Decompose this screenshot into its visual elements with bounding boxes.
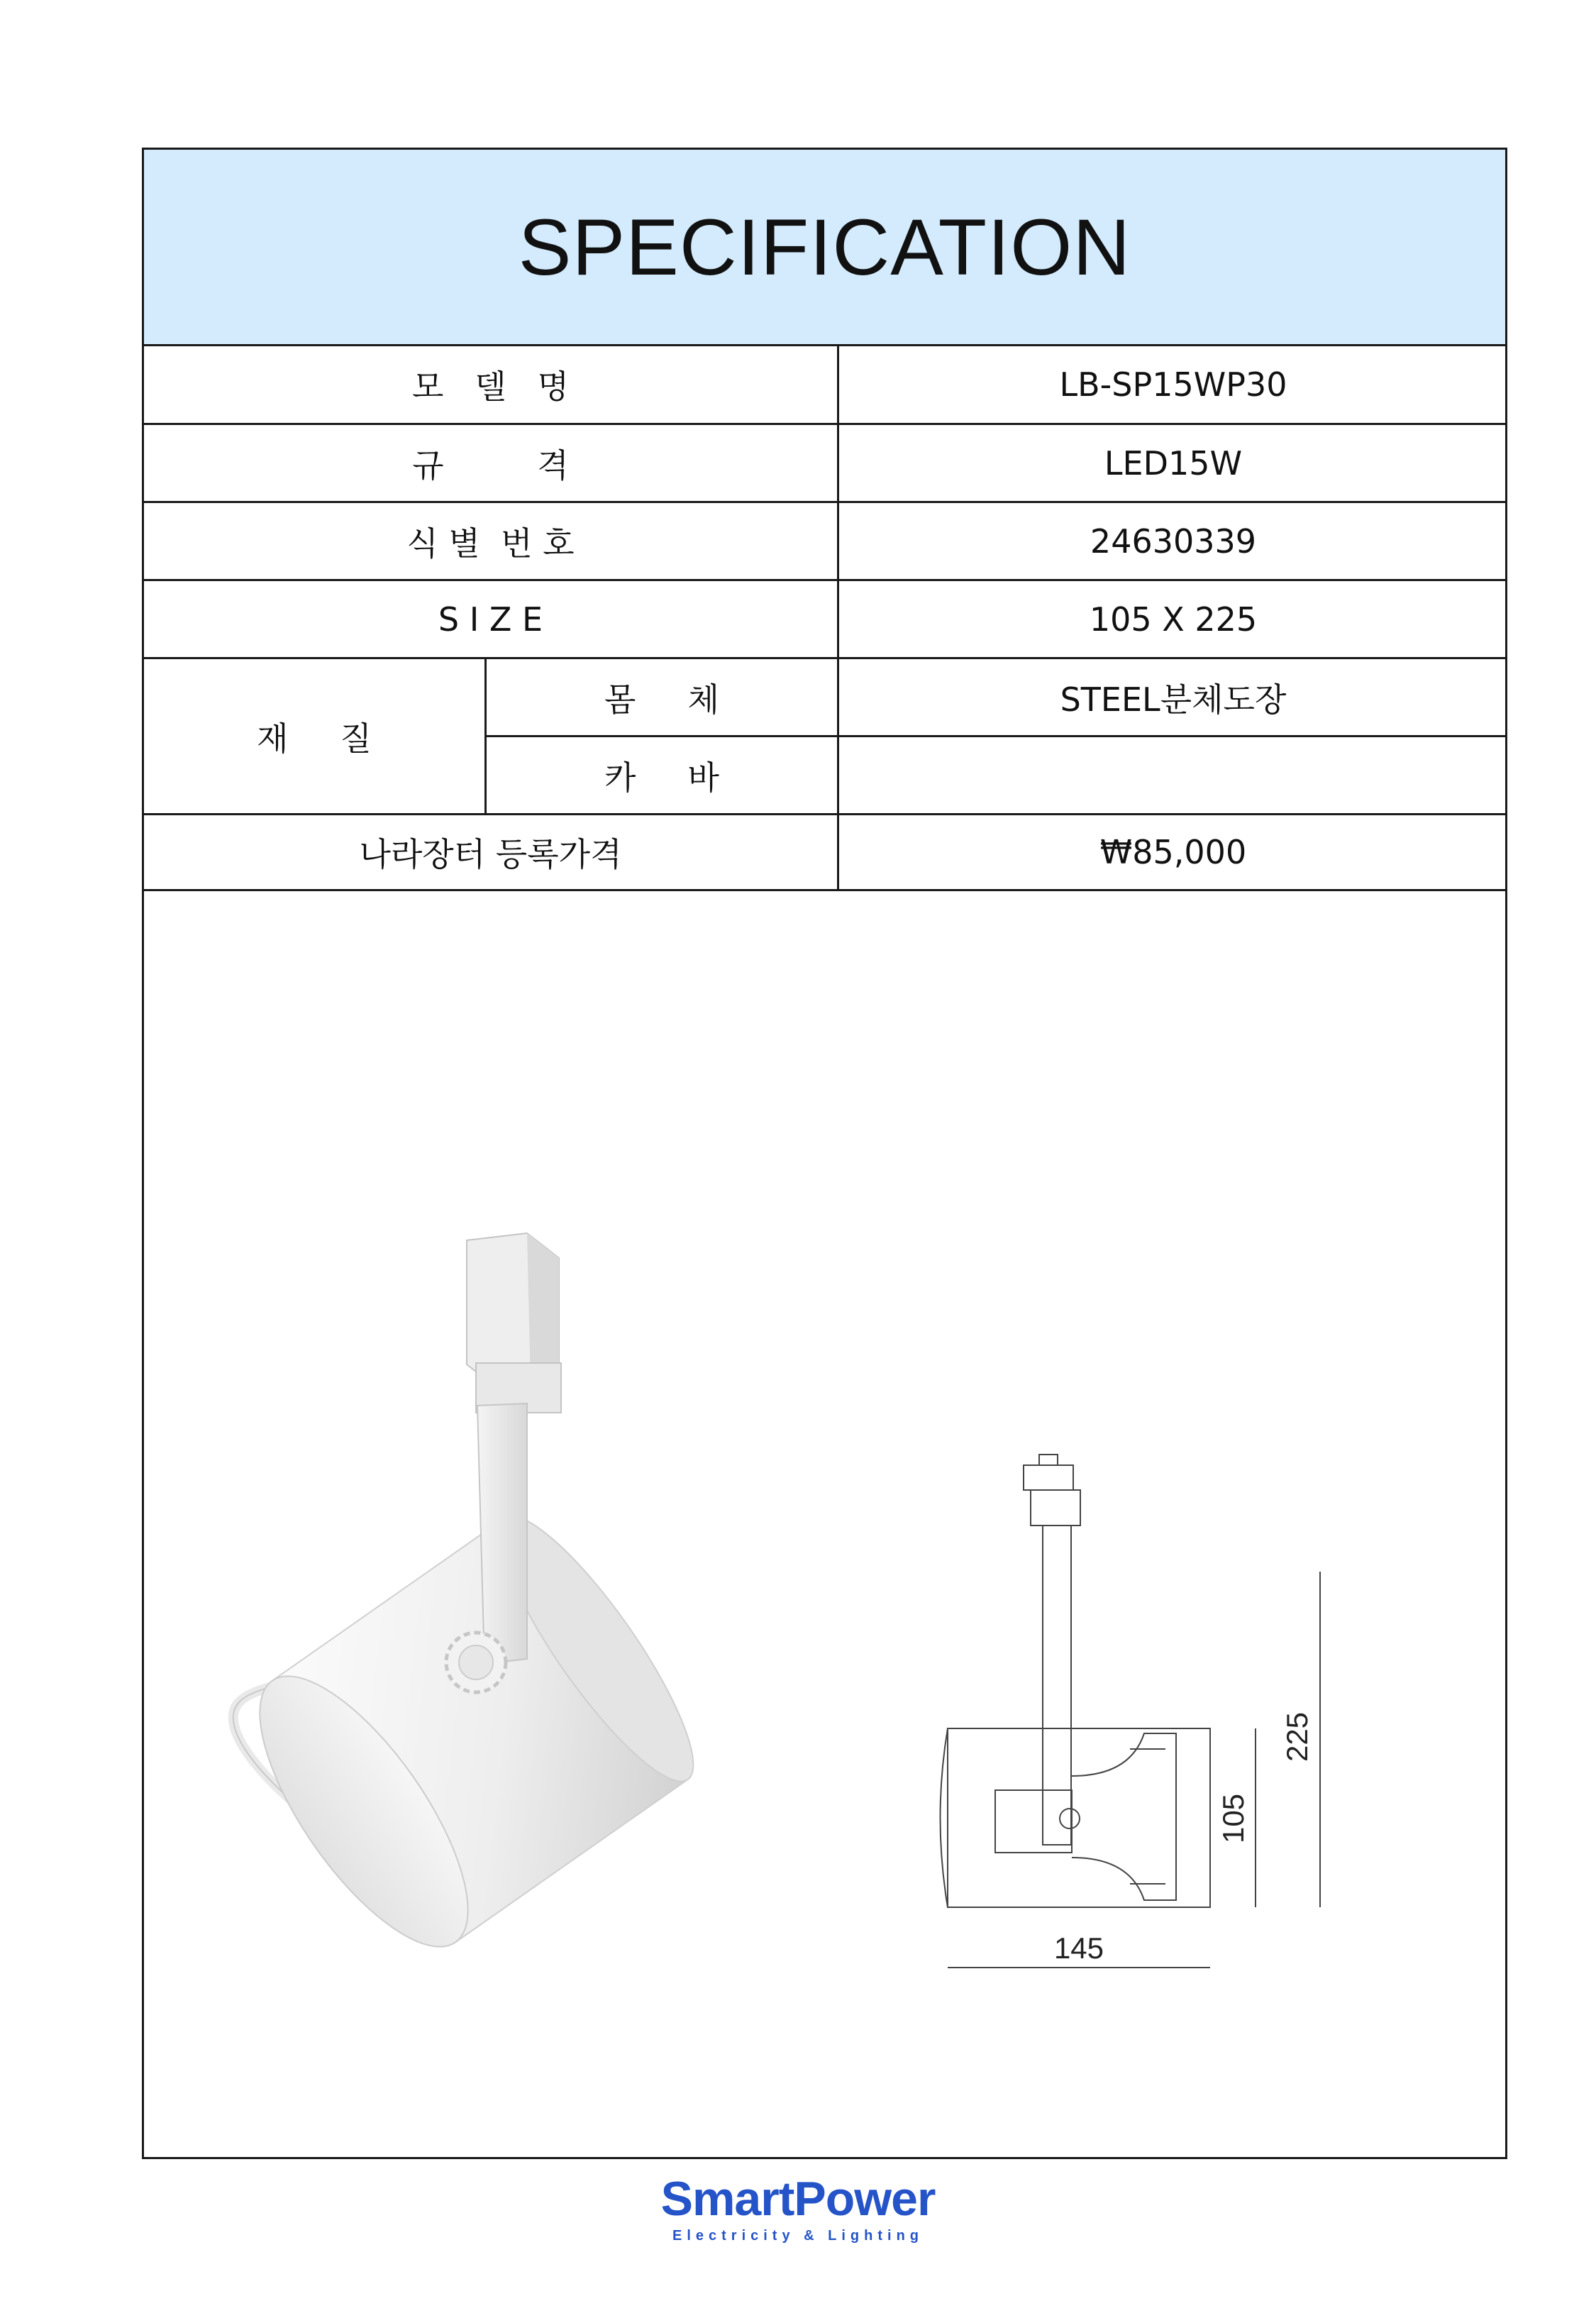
model-label: 모 델 명 (411, 368, 570, 406)
model-value: LB-SP15WP30 (1059, 365, 1287, 404)
spec-label: 규 격 (412, 446, 569, 485)
price-label: 나라장터 등록가격 (359, 835, 622, 873)
total-height-dimension: 225 (1280, 1711, 1314, 1762)
product-image-area (144, 889, 1505, 2159)
product-illustration (144, 889, 1505, 2159)
price-value: ₩85,000 (1099, 833, 1247, 871)
cover-value (839, 737, 1507, 813)
size-label: S I Z E (438, 600, 543, 639)
spec-sheet (142, 148, 1507, 2159)
page-title: SPECIFICATION (518, 202, 1131, 292)
height-dimension: 105 (1217, 1793, 1250, 1844)
id-value: 24630339 (1090, 522, 1257, 561)
brand-tagline: Electricity & Lighting (672, 2228, 924, 2244)
cover-label: 카 바 (604, 758, 719, 797)
spec-value: LED15W (1104, 443, 1243, 482)
body-value: STEEL분체도장 (1060, 680, 1287, 719)
adjust-knob-center (459, 1645, 493, 1679)
material-label: 재 질 (257, 719, 372, 758)
title-band (144, 150, 1505, 346)
id-label: 식 별 번 호 (406, 524, 575, 563)
footer (0, 2171, 1596, 2244)
size-value: 105 X 225 (1089, 600, 1258, 639)
width-dimension: 145 (1053, 1931, 1104, 1965)
bracket-arm (477, 1403, 527, 1664)
dimension-drawing (941, 1455, 1321, 1968)
body-label: 몸 체 (604, 680, 719, 719)
brand-logo: SmartPower (660, 2172, 936, 2226)
lamp-body (223, 1496, 719, 1977)
